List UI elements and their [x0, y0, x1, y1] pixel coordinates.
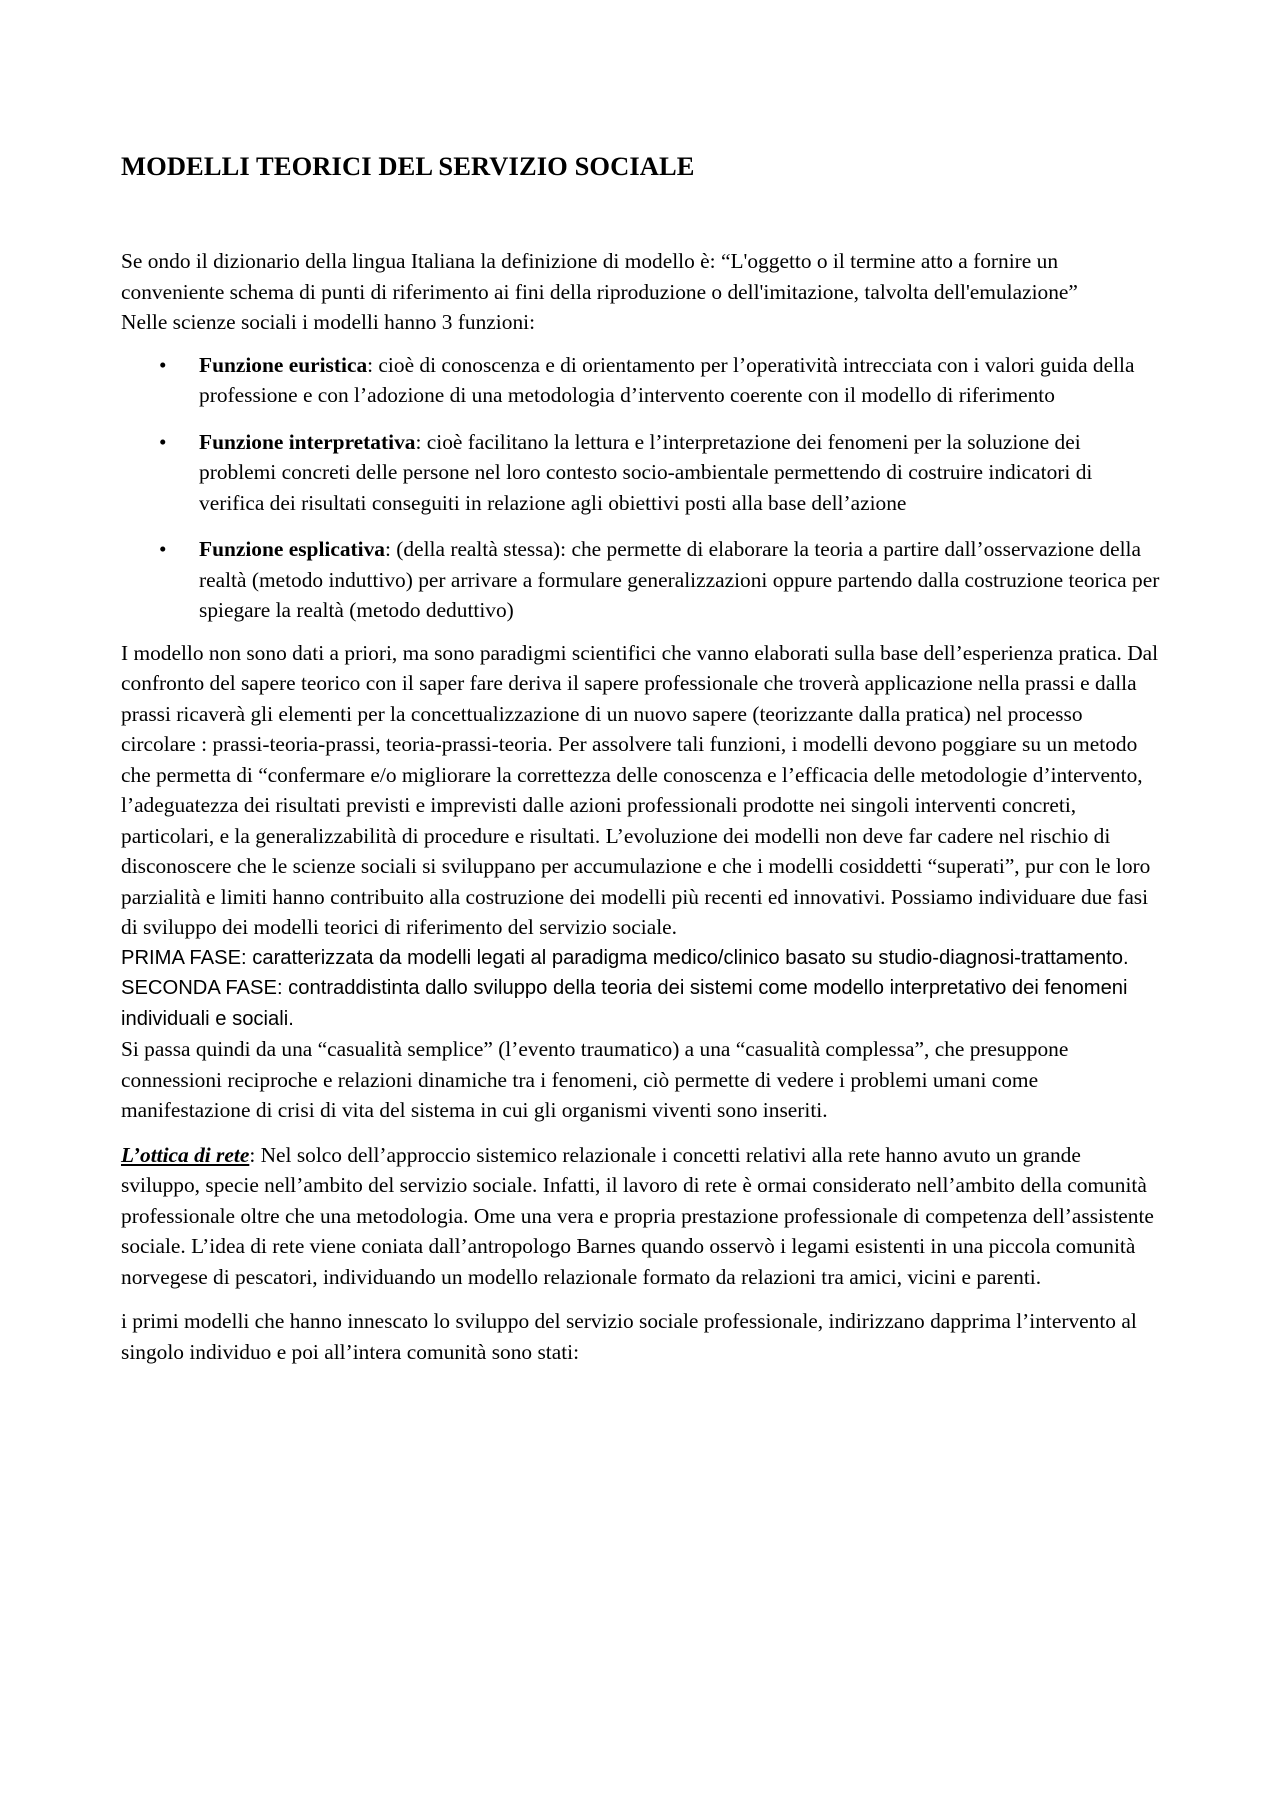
function-description: : (della realtà stessa): che permette di elaborare la teoria a partire dall’osservazione della realtà (metodo induttivo) per arrivare a formulare generalizzazioni oppure partendo dalla costruzione teorica per spiegare la realtà (metodo deduttivo) — [199, 537, 1160, 622]
intro-definition: Se ondo il dizionario della lingua Italiana la definizione di modello è: “L'oggetto o il termine atto a fornire un conveniente schema di punti di riferimento ai fini della riproduzione o dell'imitazione, talvolta dell'emulazione” — [121, 249, 1078, 304]
network-text: Nel solco dell’approccio sistemico relazionale i concetti relativi alla rete hanno avuto un grande sviluppo, specie nell’ambito del servizio sociale. Infatti, il lavoro di rete è ormai considerato nell’ambito della comunità professionale oltre che una metodologia. Ome una vera e propria prestazione professionale di competenza dell’assistente sociale. L’idea di rete viene coniata dall’antropologo Barnes quando osservò i legami esistenti in una piccola comunità norvegese di pescatori, individuando un modello relazionale formato da relazioni tra amici, vicini e parenti. — [121, 1142, 1154, 1289]
function-description: : cioè facilitano la lettura e l’interpretazione dei fenomeni per la soluzione dei problemi concreti delle persone nel loro contesto socio-ambientale permettendo di costruire indicatori di verifica dei risultati conseguiti in relazione agli obiettivi posti alla base dell’azione — [199, 429, 1093, 515]
bullet-icon: • — [159, 352, 167, 377]
functions-lead: Nelle scienze sociali i modelli hanno 3 funzioni: — [121, 310, 536, 334]
function-description: : cioè di conoscenza e di orientamento per l’operatività intrecciata con i valori guida della professione e con l’adozione di una metodologia d’intervento coerente con il modello di riferimento — [199, 352, 1135, 407]
bullet-icon: • — [159, 429, 167, 454]
functions-list — [121, 350, 1161, 626]
second-phase-paragraph: SECONDA FASE: contraddistinta dallo sviluppo della teoria dei sistemi come modello interpretativo dei fenomeni individuali e sociali. — [121, 977, 1128, 1030]
document-title: MODELLI TEORICI DEL SERVIZIO SOCIALE — [121, 151, 695, 181]
function-term: Funzione interpretativa — [199, 429, 416, 454]
function-term: Funzione esplicativa — [199, 537, 385, 561]
list-item-interpretativa — [121, 427, 1161, 519]
network-colon: : — [249, 1142, 256, 1167]
causality-paragraph: Si passa quindi da una “casualità semplice” (l’evento traumatico) a una “casualità complessa”, che presuppone connessioni reciproche e relazioni dinamiche tra i fenomeni, ciò permette di vedere i problemi umani come manifestazione di crisi di vita del sistema in cui gli organismi viventi sono inseriti. — [121, 1037, 1069, 1122]
first-phase-paragraph: PRIMA FASE: caratterizzata da modelli legati al paradigma medico/clinico basato su studio-diagnosi-trattamento. — [121, 946, 1129, 969]
closing-paragraph: i primi modelli che hanno innescato lo sviluppo del servizio sociale professionale, indirizzano dapprima l’intervento al singolo individuo e poi all’intera comunità sono stati: — [121, 1309, 1137, 1364]
list-item-euristica — [121, 350, 1161, 411]
list-item-esplicativa — [121, 534, 1161, 626]
network-term: L’ottica di rete — [121, 1142, 250, 1167]
network-paragraph — [121, 1140, 1161, 1293]
paradigms-paragraph: I modello non sono dati a priori, ma sono paradigmi scientifici che vanno elaborati sulla base dell’esperienza pratica. Dal confronto del sapere teorico con il saper fare deriva il sapere professionale che troverà applicazione nella prassi e dalla prassi ricaverà gli elementi per la concettualizzazione di un nuovo sapere (teorizzante dalla pratica) nel processo circolare : prassi-teoria-prassi, teoria-prassi-teoria. Per assolvere tali funzioni, i modelli devono poggiare su un metodo che permetta di “confermare e/o migliorare la correttezza delle conoscenza e l’efficacia delle metodologie d’intervento, l’adeguatezza dei risultati previsti e imprevisti dalle azioni professionali prodotte nei singoli interventi concreti, particolari, e la generalizzabilità di procedure e risultati. L’evoluzione dei modelli non deve far cadere nel rischio di disconoscere che le scienze sociali si sviluppano per accumulazione e che i modelli cosiddetti “superati”, pur con le loro parzialità e limiti hanno contribuito alla costruzione dei modelli più recenti ed innovativi. Possiamo individuare due fasi di sviluppo dei modelli teorici di riferimento del servizio sociale. — [121, 640, 1159, 939]
bullet-icon: • — [159, 537, 167, 561]
function-term: Funzione euristica — [199, 352, 368, 377]
document-content — [121, 150, 1161, 1367]
